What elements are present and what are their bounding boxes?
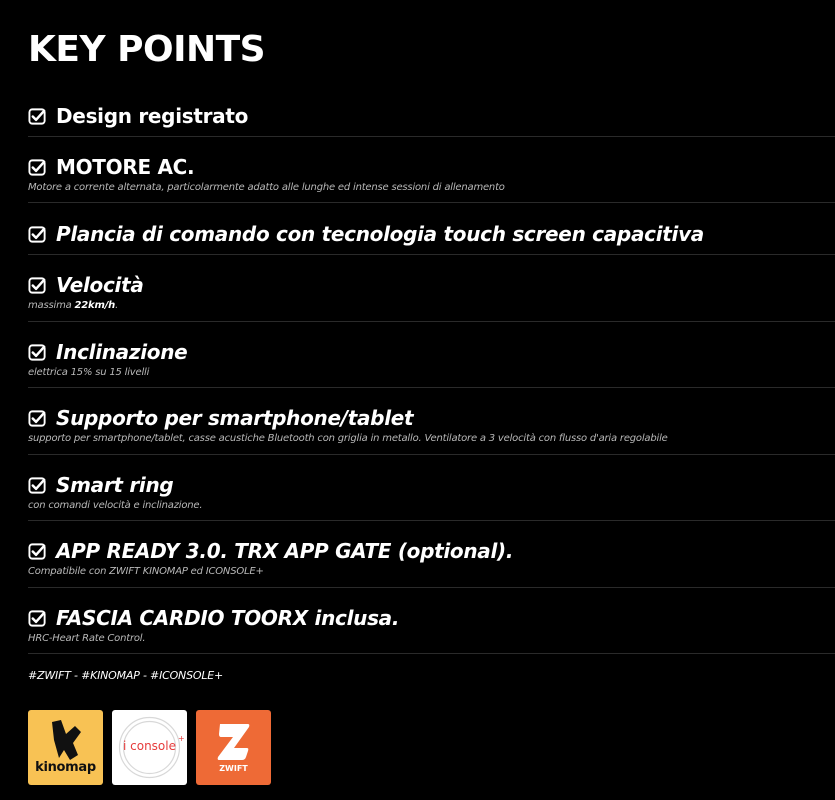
app-logos [28, 710, 271, 785]
list-item [28, 521, 835, 588]
check-square-icon [28, 343, 47, 362]
item-description: elettrica 15% su 15 livelli [28, 367, 150, 378]
item-heading: Smart ring [56, 473, 174, 497]
item-heading: Supporto per smartphone/tablet [56, 406, 414, 430]
key-points-list [28, 96, 835, 654]
page-title: KEY POINTS [28, 29, 266, 70]
zwift-z-icon [196, 710, 271, 785]
speed-value: 22km/h [74, 300, 116, 311]
item-description: Motore a corrente alternata, particolarmente adatto alle lunghe ed intense sessioni di allenamento [28, 182, 505, 193]
check-square-icon [28, 409, 47, 428]
list-item [28, 137, 835, 203]
check-square-icon [28, 225, 47, 244]
item-heading: Inclinazione [56, 340, 188, 364]
item-heading: Design registrato [56, 104, 249, 128]
hashtags: #ZWIFT - #KINOMAP - #ICONSOLE+ [28, 669, 224, 682]
item-heading: FASCIA CARDIO TOORX inclusa. [56, 606, 400, 630]
item-heading: MOTORE AC. [56, 155, 195, 179]
check-square-icon [28, 107, 47, 126]
check-square-icon [28, 609, 47, 628]
zwift-logo[interactable] [196, 710, 271, 785]
svg-text:+: + [178, 734, 185, 743]
list-item [28, 96, 835, 137]
kinomap-label: kinomap [35, 760, 96, 775]
list-item [28, 588, 835, 654]
list-item [28, 255, 835, 322]
item-description: Compatibile con ZWIFT KINOMAP ed ICONSOLE+ [28, 566, 264, 577]
check-square-icon [28, 158, 47, 177]
item-heading: Velocità [56, 273, 144, 297]
kinomap-logo[interactable] [28, 710, 103, 785]
item-description: con comandi velocità e inclinazione. [28, 500, 203, 511]
check-square-icon [28, 276, 47, 295]
list-item [28, 322, 835, 388]
item-description: supporto per smartphone/tablet, casse acustiche Bluetooth con griglia in metallo. Ventilatore a 3 velocità con flusso d'aria regolabile [28, 433, 668, 444]
item-heading: Plancia di comando con tecnologia touch screen capacitiva [56, 222, 704, 246]
check-square-icon [28, 542, 47, 561]
item-heading: APP READY 3.0. TRX APP GATE (optional). [56, 539, 514, 563]
iconsole-logo[interactable] [112, 710, 187, 785]
list-item [28, 455, 835, 521]
iconsole-label: i console [122, 739, 176, 753]
list-item [28, 388, 835, 455]
zwift-label: ZWIFT [219, 764, 248, 773]
list-item [28, 203, 835, 255]
item-description: massima 22km/h. [28, 300, 119, 311]
check-square-icon [28, 476, 47, 495]
item-description: HRC-Heart Rate Control. [28, 633, 146, 644]
